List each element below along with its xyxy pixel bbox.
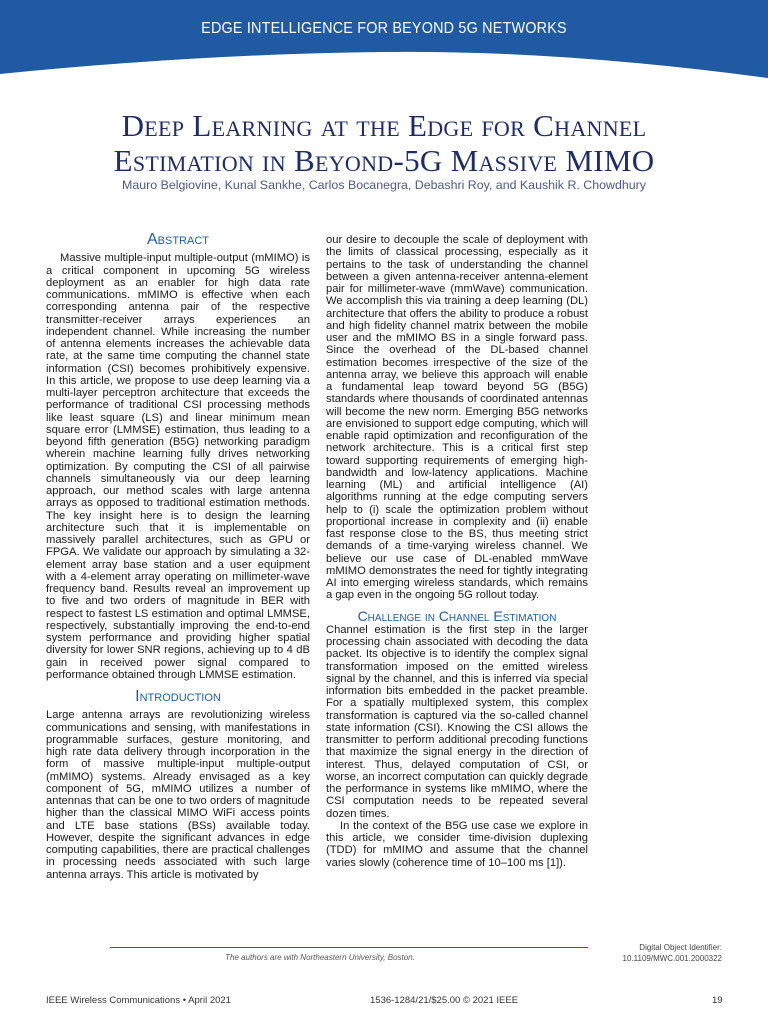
article-title xyxy=(60,108,708,178)
banner-wave-shape xyxy=(0,0,768,80)
doi-value[interactable]: 10.1109/MWC.001.2000322 xyxy=(622,954,722,963)
challenge-text: Channel estimation is the first step in the larger processing chain associated with decoding the data packet. Its objective is to identify the complex signal transformation imposed on the emitted wireless signal by the channel, and this is inferred via special information bits embedded in the packet preamble. For a spatially multiplexed system, this complex transformation is captured via the so-called channel state information (CSI). Knowing the CSI allows the transmitter to perform additional precoding functions that maximize the signal energy in the direction of interest. Thus, delayed computation of CSI, or worse, an incorrect computation can quickly degrade the performance in systems like mMIMO, where the CSI computation needs to be repeated several dozen times. xyxy=(326,623,588,820)
challenge-heading: Challenge in Channel Estimation xyxy=(357,607,557,624)
author-list: Mauro Belgiovine, Kunal Sankhe, Carlos Bocanegra, Debashri Roy, and Kaushik R. Chowdhury xyxy=(122,178,646,192)
intro-continued-text: our desire to decouple the scale of deployment with the limits of classical processing, especially as it pertains to the task of understanding the channel between a given antenna-receiver antenna-element pair for millimeter-wave (mmWave) communication. We accomplish this via training a deep learning (DL) architecture that offers the ability to produce a robust and high fidelity channel matrix between the mobile user and the mMIMO BS in a single forward pass. Since the overhead of the DL-based channel estimation becomes irrespective of the size of the antenna array, we believe this approach will enable a fundamental leap toward beyond 5G (B5G) standards where thousands of coordinated antennas will become the new norm. Emerging B5G networks are envisioned to support edge computing, which will enable rapid optimization and reconfiguration of the network architecture. This is a critical first step toward supporting requirements of emerging high-bandwidth and low-latency applications. Machine learning (ML) and artificial intelligence (AI) algorithms running at the edge computing servers help to (i) scale the optimization problem without proportional increase in complexity and (ii) enable fast response close to the BS, thus meeting strict demands of a time-varying wireless channel. We believe our use case of DL-enabled mmWave mMIMO demonstrates the need for tightly integrating AI into emerging wireless standards, which remains a gap even in the ongoing 5G rollout today. xyxy=(326,234,588,602)
abstract-text: Massive multiple-input multiple-output (mMIMO) is a critical component in upcoming 5G wireless deployment as an enabler for high data rate communications. mMIMO is effective when each corresponding antenna pair of the respective transmitter-receiver arrays experiences an independent channel. While increasing the number of antenna elements increases the achievable data rate, at the same time computing the channel state information (CSI) becomes prohibitively expensive. In this article, we propose to use deep learning via a multi-layer perceptron architecture that exceeds the performance of traditional CSI processing methods like least square (LS) and linear minimum mean square error (LMMSE) estimation, thus leading to a beyond fifth generation (B5G) networking paradigm wherein machine learning fully drives networking optimization. By computing the CSI of all pairwise channels simultaneously via our deep learning approach, our method scales with large antenna arrays as opposed to traditional estimation methods. The key insight here is to design the learning architecture such that it is implementable on massively parallel architectures, such as GPU or FPGA. We validate our approach by simulating a 32-element array base station and a user equipment with a 4-element array operating on millimeter-wave frequency band. Results reveal an improvement up to five and two orders of magnitude in BER with respect to fastest LS estimation and optimal LMMSE, respectively, substantially improving the end-to-end system performance and providing higher spatial diversity for lower SNR regions, achieving up to 4 dB gain in received power signal compared to performance obtained through LMMSE estimation. xyxy=(46,252,310,681)
doi-label: Digital Object Identifier: xyxy=(639,943,722,952)
introduction-heading: Introduction xyxy=(135,688,221,705)
footnote-rule xyxy=(110,947,588,948)
tdd-context-text: In the context of the B5G use case we explore in this article, we consider time-division duplexing (TDD) for mMIMO and assume that the channel varies slowly (coherence time of 10–100 ms [1]). xyxy=(326,819,588,869)
copyright-footer: 1536-1284/21/$25.00 © 2021 IEEE xyxy=(370,995,519,1006)
left-column xyxy=(46,232,310,881)
journal-footer: IEEE Wireless Communications • April 2021 xyxy=(46,995,231,1006)
doi-block xyxy=(598,942,722,964)
introduction-text: Large antenna arrays are revolutionizing wireless communications and sensing, with manifestations in programmable surfaces, gesture monitoring, and high rate data delivery through incorporation in the form of massive multiple-input multiple-output (mMIMO) systems. Already envisaged as a key component of 5G, mMIMO utilizes a number of antennas that can be one to two orders of magnitude higher than the classical MIMO WiFi access points and LTE base stations (BSs) available today. However, despite the significant advances in edge computing capabilities, there are practical challenges in processing needs associated with such large antenna arrays. This article is motivated by xyxy=(46,709,310,881)
abstract-section xyxy=(46,252,310,681)
header-banner xyxy=(0,0,768,80)
page-number: 19 xyxy=(712,995,723,1006)
author-affiliation-footnote: The authors are with Northeastern University, Boston. xyxy=(225,953,415,962)
abstract-heading: Abstract xyxy=(146,231,209,248)
article-title-line2: Estimation in Beyond-5G Massive MIMO xyxy=(113,143,655,178)
section-banner-title: EDGE INTELLIGENCE FOR BEYOND 5G NETWORKS xyxy=(201,20,567,37)
article-title-line1: Deep Learning at the Edge for Channel xyxy=(121,108,647,143)
right-column xyxy=(326,234,588,869)
